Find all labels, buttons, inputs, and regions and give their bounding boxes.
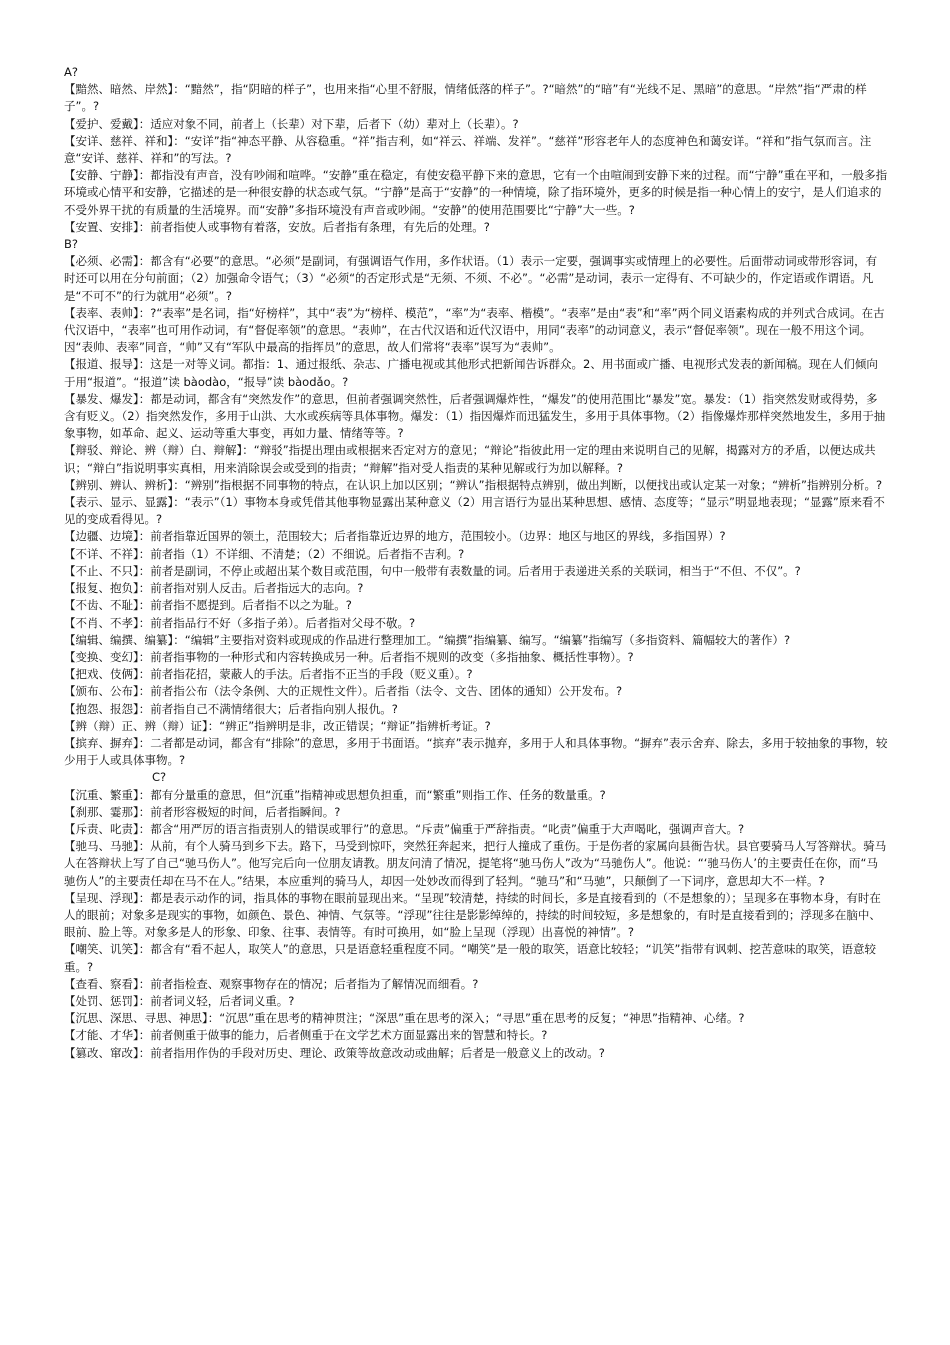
- entry-chao-xiao: 【嘲笑、讥笑】：都含有“看不起人，取笑人”的意思，只是语意轻重程度不同。“嘲笑”是一般的取笑，语意比较轻；“讥笑”指带有讽刺、挖苦意味的取笑，语意较重。?: [64, 942, 876, 974]
- entry-ban-bu: 【颁布、公布】：前者指公布（法令条例、大的正规性文件）。后者指（法令、文告、团体的通知）公开发布。?: [64, 684, 623, 699]
- entry-bao-fu: 【报复、抱负】：前者指对别人反击。后者指远大的志向。?: [64, 581, 364, 596]
- entry-cuan-gai: 【篡改、窜改】：前者指用作伪的手段对历史、理论、政策等故意改动或曲解；后者是一般意义上的改动。?: [64, 1045, 605, 1060]
- entry-cha-kan: 【查看、察看】：前者指检查、观察事物存在的情况；后者指为了解情况而细看。?: [64, 976, 479, 991]
- entry-bu-zhi: 【不止、不只】：前者是副词，不停止或超出某个数目或范围，句中一般带有表数量的词。后者用于表递进关系的关联词，相当于“不但、不仅”。?: [64, 563, 801, 578]
- entry-biao-shuai: 【表率、表帅】：?“表率”是名词，指“好榜样”，其中“表”为“榜样、模范”，“率”为“表率、楷模”。“表率”是由“表”和“率”两个同义语素构成的并列式合成词。在古代汉语中，“表率”也可用作动词，有“督促率领”的意思。“表帅”，在古代汉语和近代汉语中，用同“表率”的动词意义，表示“督促率领”。现在一般不用这个词。因“表帅、表率”同音，“帅”又有“军队中最高的指挥员”的意思，故人们常将“表率”误写为“表帅”。: [64, 305, 885, 355]
- section-heading-a: A?: [64, 65, 78, 79]
- entry-bao-dao: 【报道、报导】：这是一对等义词。都指：1、通过报纸、杂志、广播电视或其他形式把新闻告诉群众。2、用书面或广播、电视形式发表的新闻稿。现在人们倾向于用“报道”。“报道”读 bàodào，“报导”读 bàodǎo。?: [64, 357, 878, 389]
- entry-an-zhi: 【安置、安排】：前者指使人或事物有着落，安放。后者指有条理，有先后的处理。?: [64, 219, 490, 234]
- entry-ai-hu: 【爱护、爱戴】：适应对象不同，前者上（长辈）对下辈，后者下（幼）辈对上（长辈）。?: [64, 116, 519, 131]
- entry-cai-neng: 【才能、才华】：前者侧重于做事的能力，后者侧重于在文学艺术方面显露出来的智慧和特长。?: [64, 1028, 548, 1043]
- entry-bian-huan: 【变换、变幻】：前者指事物的一种形式和内容转换成另一种。后者指不规则的改变（多指抽象、概括性事物）。?: [64, 649, 634, 664]
- entry-chen-si: 【沉思、深思、寻思、神思】：“沉思”重在思考的精神贯注；“深思”重在思考的深入；“寻思”重在思考的反复；“神思”指精神、心绪。?: [64, 1011, 745, 1026]
- entry-bian-bie: 【辨别、辨认、辨析】：“辨别”指根据不同事物的特点，在认识上加以区别；“辨认”指根据特点辨别，做出判断，以便找出或认定某一对象；“辨析”指辨别分析。?: [64, 477, 883, 492]
- entry-bu-chi: 【不齿、不耻】：前者指不愿提到。后者指不以之为耻。?: [64, 598, 352, 613]
- entry-chi-ma: 【驰马、马驰】：从前，有个人骑马到乡下去。路下，马受到惊吓，突然狂奔起来，把行人撞成了重伤。于是伤者的家属向县衙告状。县官要骑马人写答辩状。骑马人在答辩状上写了自己“驰马伤人”。他写完后向一位朋友请教。朋友问清了情况，提笔将“驰马伤人”改为“马驰伤人”。他说：“‘驰马伤人’的主要责任在你，而“马驰伤人”的主要责任却在马不在人。”结果，本应重判的骑马人，却因一处妙改而得到了轻判。“驰马”和“马驰”，只颠倒了一下词序，意思却大不一样。?: [64, 839, 887, 888]
- entry-biao-shi: 【表示、显示、显露】：“表示”（1）事物本身或凭借其他事物显露出某种意义（2）用言语行为显出某种思想、感情、态度等；“显示”明显地表现；“显露”原来看不见的变成看得见。?: [64, 495, 885, 527]
- entry-bin-qi: 【摈弃、摒弃】：二者都是动词，都含有“排除”的意思，多用于书面语。“摈弃”表示抛弃，多用于人和具体事物。“摒弃”表示舍弃、除去，多用于较抽象的事物，较少用于人或具体事物。?: [64, 735, 888, 768]
- entry-bi-xu: 【必须、必需】：都含有“必要”的意思。“必须”是副词，有强调语气作用，多作状语。（1）表示一定要，强调事实或情理上的必要性。后面带动词或带形容词，有时还可以用在分句前面；（2）加强命令语气；（3）“必须“的否定形式是“无须、不须、不必”。“必需”是动词，表示一定得有、不可缺少的，作定语或作谓语。凡是“不可不”的行为就用“必须”。?: [64, 254, 878, 303]
- glossary-page: [64, 64, 888, 1062]
- entry-bu-xiang: 【不详、不祥】：前者指（1）不详细、不清楚；（2）不细说。后者指不吉利。?: [64, 546, 465, 561]
- section-heading-c: C?: [152, 770, 167, 785]
- entry-an-xiang: 【安详、慈祥、祥和】：“安详”指“神态平静、从容稳重。“祥”指吉利，如“祥云、祥端、发祥”。“慈祥”形容老年人的态度神色和蔼安详。“祥和”指气氛而言。注意“安详、慈祥、祥和”的写法。?: [64, 133, 872, 166]
- entry-bian-bo: 【辩驳、辩论、辨（辩）白、辩解】：“辩驳”指提出理由或根据来否定对方的意见；“辩论”指彼此用一定的理由来说明自己的见解，揭露对方的矛盾，以便达成共识；“辩白”指说明事实真相，用来消除误会或受到的指责；“辩解”指对受人指责的某种见解或行为加以解释。?: [64, 443, 876, 475]
- entry-ba-xi: 【把戏、伎俩】：前者指花招，蒙蔽人的手法。后者指不正当的手段（贬义重）。?: [64, 667, 473, 682]
- entry-bao-fa: 【暴发、爆发】：都是动词，都含有“突然发作”的意思，但前者强调突然性，后者强调爆炸性，“爆发”的使用范围比“暴发”宽。暴发：（1）指突然发财或得势，多含有贬义。（2）指突然发作，多用于山洪、大水或疾病等具体事物。爆发：（1）指因爆炸而迅猛发生，多用于具体事物。（2）指像爆炸那样突然地发生，多用于抽象事物，如革命、起义、运动等重大事变，再如力量、情绪等等。?: [64, 391, 886, 441]
- entry-bian-jiang: 【边疆、边境】：前者指靠近国界的领土，范围较大；后者指靠近边界的地方，范围较小。（边界：地区与地区的界线，多指国界）?: [64, 529, 726, 544]
- entry-bao-yuan: 【抱怨、报怨】：前者指自己不满情绪很大；后者指向别人报仇。?: [64, 701, 398, 716]
- entry-cha-na: 【刹那、霎那】：前者形容极短的时间，后者指瞬间。?: [64, 804, 341, 819]
- entry-bian-zheng: 【辨（辩）正、辨（辩）证】：“辨正”指辨明是非，改正错误；“辩证”指辨析考证。?: [64, 718, 491, 733]
- entry-chi-ze: 【斥责、叱责】：都含“用严厉的语言指责别人的错误或罪行”的意思。“斥责”偏重于严辞指责。“叱责”偏重于大声喝叱，强调声音大。?: [64, 821, 745, 836]
- entry-an-jing: 【安静、宁静】：都指没有声音，没有吵闹和喧哗。“安静”重在稳定，有使安稳平静下来的意思，它有一个由喧闹到安静下来的过程。而“宁静”重在平和，一般多指环境或心情平和安静，它描述的是一种很安静的状态或气氛。“宁静”是高于“安静”的一种情境，除了指环境外，更多的时候是指一种心情上的安宁，是人们追求的不受外界干扰的有质量的生活境界。而“安静”多指环境没有声音或吵闹。“安静”的使用范围要比“宁静”大一些。?: [64, 168, 888, 217]
- entry-chu-fa: 【处罚、惩罚】：前者词义轻，后者词义重。?: [64, 993, 295, 1008]
- entry-chen-zhong: 【沉重、繁重】：都有分量重的意思，但“沉重”指精神或思想负担重，而“繁重”则指工作、任务的数量重。?: [64, 787, 606, 802]
- section-heading-b: B?: [64, 237, 78, 252]
- entry-bu-xiao: 【不肖、不孝】：前者指品行不好（多指子弟）。后者指对父母不敬。?: [64, 615, 416, 630]
- entry-bian-ji: 【编辑、编撰、编纂】：“编辑”主要指对资料或现成的作品进行整理加工。“编撰”指编纂、编写。“编纂”指编写（多指资料、篇幅较大的著作）?: [64, 632, 791, 647]
- entry-an-ran: 【黯然、暗然、岸然】：“黯然”，指“阴暗的样子”，也用来指“心里不舒服，情绪低落的样子”。?“暗然”的“暗”有“光线不足、黑暗”的意思。“岸然”指“严肃的样子”。?: [64, 82, 867, 114]
- entry-cheng-xian: 【呈现、浮现】：都是表示动作的词，指具体的事物在眼前显现出来。“呈现”较清楚，持续的时间长，多是直接看到的（不是想象的）；呈现多在事物本身，有时在人的眼前；对象多是现实的事物，如颜色、景色、神情、气氛等。“浮现”往往是影影绰绰的，持续的时间较短，多是想象的，有时是直接看到的；浮现多在脑中、眼前、脸上等。对象多是人的形象、印象、往事、表情等。有时可换用，如“脸上呈现（浮现）出喜悦的神情”。?: [64, 890, 881, 940]
